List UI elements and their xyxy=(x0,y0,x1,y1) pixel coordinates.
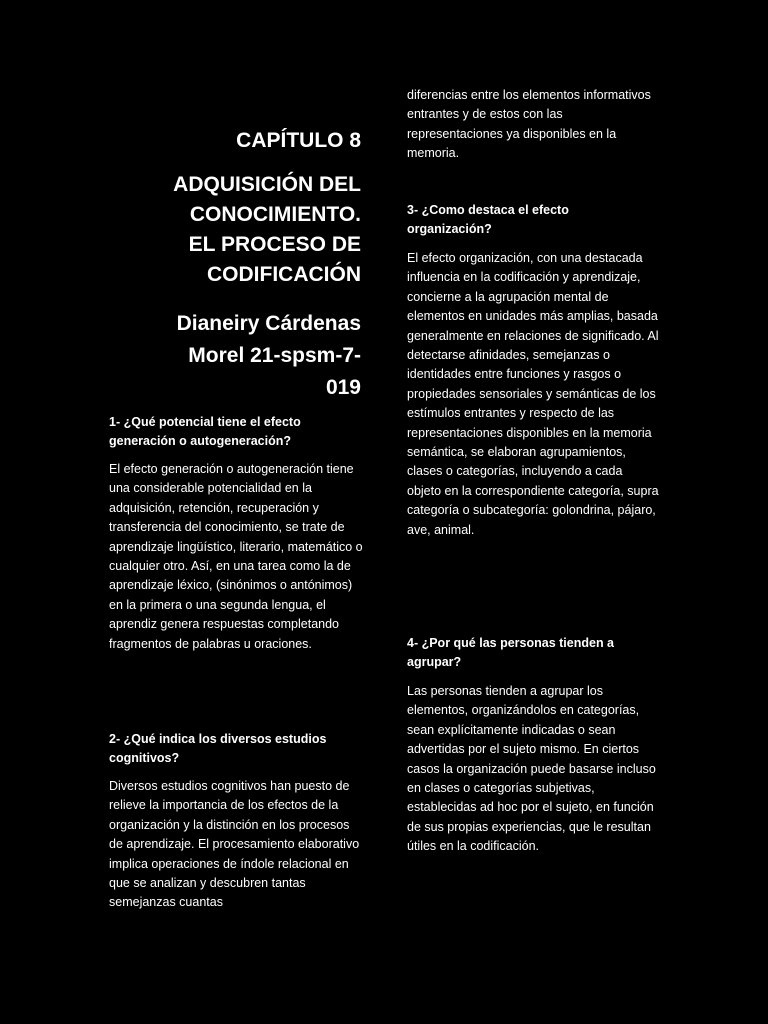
question-3-title: 3- ¿Como destaca el efecto organización? xyxy=(407,203,569,237)
question-1-title: 1- ¿Qué potencial tiene el efecto generación o autogeneración? xyxy=(109,415,301,449)
title-line: CODIFICACIÓN xyxy=(207,263,361,286)
author-line: Dianeiry Cárdenas xyxy=(176,312,361,335)
author-line: 019 xyxy=(325,376,361,399)
chapter-title xyxy=(109,170,361,290)
question-2-answer: Diversos estudios cognitivos han puesto de relieve la importancia de los efectos de la organización y la distinción en los procesos de aprendizaje. El procesamiento elaborativo implica operaciones de índole relacional en que se analizan y descubren tantas semejanzas cuantas xyxy=(109,779,360,910)
question-3-answer: El efecto organización, con una destacada influencia en la codificación y aprendizaje, concierne a la agrupación mental de elementos en unidades más amplias, basada generalmente en relaciones de significado. Al detectarse afinidades, semejanzas o identidades entre funciones y rasgos o propiedades sensoriales y semánticas de los estímulos entrantes y respecto de las representaciones disponibles en la memoria semántica, se elaboran agrupamientos, clases o categorías, incluyendo a cada objeto en la correspondiente categoría, supra categoría o subcategoría: golondrina, pájaro, ave, animal. xyxy=(407,251,659,537)
chapter-label: CAPÍTULO 8 xyxy=(236,129,361,152)
title-line: EL PROCESO DE xyxy=(188,233,361,256)
title-line: ADQUISICIÓN DEL xyxy=(173,173,361,196)
title-line: CONOCIMIENTO. xyxy=(189,203,361,226)
question-4-answer: Las personas tienden a agrupar los elementos, organizándolos en categorías, sean explícitamente indicadas o sean advertidas por el sujeto mismo. En ciertos casos la organización puede basarse incluso en clases o categorías subjetivas, establecidas ad hoc por el sujeto, en función de sus propias experiencias, que le resultan útiles en la codificación. xyxy=(407,684,656,854)
question-2-title: 2- ¿Qué indica los diversos estudios cognitivos? xyxy=(109,732,327,766)
question-1-answer: El efecto generación o autogeneración tiene una considerable potencialidad en la adquisición, retención, recuperación y transferencia del conocimiento, se trate de aprendizaje lingüístico, literario, matemático o cualquier otro. Así, en una tarea como la de aprendizaje léxico, (sinónimos o antónimos) en la primera o una segunda lengua, el aprendiz genera respuestas completando fragmentos de palabras u oraciones. xyxy=(109,462,363,651)
question-2-answer-continued: diferencias entre los elementos informativos entrantes y de estos con las representaciones ya disponibles en la memoria. xyxy=(407,88,651,161)
author-line: Morel 21-spsm-7- xyxy=(188,344,361,367)
question-4-title: 4- ¿Por qué las personas tienden a agrupar? xyxy=(407,636,615,670)
author-name xyxy=(109,308,361,404)
